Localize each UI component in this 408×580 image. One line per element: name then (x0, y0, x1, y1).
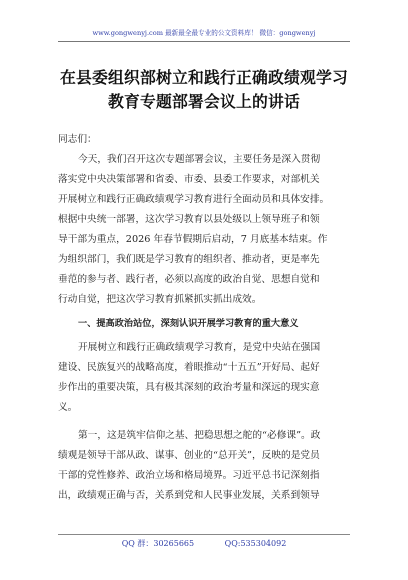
footer-qq: QQ:535304092 (224, 539, 287, 548)
section-heading-1: 一、提高政治站位，深刻认识开展学习教育的重大意义 (78, 318, 299, 329)
paragraph-1-line: 为组织部门，我们既是学习教育的组织者、推动者，更是率先 (58, 254, 320, 265)
footer-divider (58, 534, 350, 535)
document-title-line-1: 在县委组织部树立和践行正确政绩观学习 (60, 68, 348, 87)
paragraph-1-line: 开展树立和践行正确政绩观学习教育进行全面动员和具体安排。 (58, 194, 330, 205)
page-footer (0, 538, 408, 549)
paragraph-1-line: 导干部为重点，2026 年春节假期后启动，7 月底基本结束。作 (58, 234, 328, 245)
header-divider (58, 41, 350, 42)
paragraph-1-line: 落实党中央决策部署和省委、市委、县委工作要求，对部机关 (58, 174, 320, 185)
section-2-line: 第一，这是筑牢信仰之基、把稳思想之舵的“必修课”。政 (78, 430, 321, 441)
section-1-line: 开展树立和践行正确政绩观学习教育，是党中央站在强国 (78, 342, 321, 353)
section-2-line: 干部的党性修养、政治立场和格局境界。习近平总书记深刻指 (58, 470, 320, 481)
paragraph-1-line: 行动自觉，把这次学习教育抓紧抓实抓出成效。 (58, 294, 262, 305)
section-1-line: 步作出的重要决策，具有极其深刻的政治考量和深远的现实意 (58, 382, 320, 393)
salutation: 同志们： (58, 134, 97, 145)
paragraph-1-line: 根据中央统一部署，这次学习教育以县处级以上领导班子和领 (58, 214, 320, 225)
section-1-line: 建设、民族复兴的战略高度，着眼推动“十五五”开好局、起好 (58, 362, 320, 373)
footer-qq-group: QQ 群：30265665 (121, 539, 195, 548)
paragraph-1-line: 垂范的参与者、践行者，必须以高度的政治自觉、思想自觉和 (58, 274, 320, 285)
section-2-line: 出，政绩观正确与否，关系到党和人民事业发展，关系到领导 (58, 490, 320, 501)
section-2-line: 绩观是领导干部从政、谋事、创业的“总开关”，反映的是党员 (58, 450, 320, 461)
page-header: www.gongwenyj.com 最新最全最专业的公文资料库！ 微信：gongwenyj (92, 29, 316, 37)
section-1-line: 义。 (58, 402, 78, 413)
paragraph-1-line: 今天，我们召开这次专题部署会议，主要任务是深入贯彻 (78, 154, 321, 165)
document-title-line-2: 教育专题部署会议上的讲话 (108, 92, 300, 111)
